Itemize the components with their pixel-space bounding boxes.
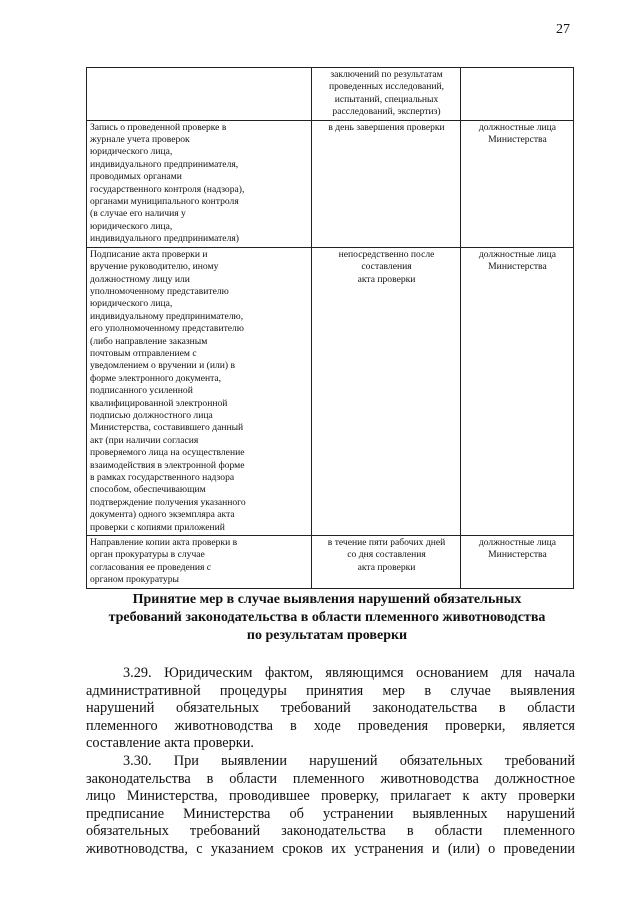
body-text	[86, 665, 575, 859]
deadline-text: непосредственно после составления акта проверки	[338, 248, 435, 285]
table-cell-action	[87, 247, 312, 535]
table-cell-responsible	[460, 68, 573, 121]
deadline-text: заключений по результатам проведенных исследований, испытаний, специальных расследований, экспертиз)	[328, 69, 445, 118]
table-cell-deadline	[312, 247, 461, 535]
section-title-line: по результатам проверки	[246, 628, 408, 643]
table-row	[87, 536, 574, 589]
section-title-line: требований законодательства в области племенного животноводства	[108, 610, 546, 625]
paragraph-line: племенного животноводства в ходе проведения проверки, является	[86, 717, 575, 734]
responsible-text: должностные лица Министерства	[478, 248, 557, 273]
table-cell-action	[87, 120, 312, 247]
action-text: Запись о проведенной проверке в журнале учета проверок юридического лица, индивидуального предпринимателя, проводимых органами государственного контроля (надзора), органами муниципального контроля (в случае его наличия у юридического лица, индивидуального предпринимателя)	[90, 121, 245, 245]
paragraph-line: составление акта проверки.	[86, 735, 254, 752]
table-cell-action	[87, 68, 312, 121]
procedure-table	[86, 67, 574, 589]
deadline-text: в течение пяти рабочих дней со дня составления акта проверки	[327, 537, 446, 573]
responsible-text: должностные лица Министерства	[478, 537, 557, 561]
page-number: 27	[556, 22, 570, 37]
section-title-line: Принятие мер в случае выявления нарушений обязательных	[132, 592, 522, 607]
section-title	[96, 591, 558, 645]
table-cell-deadline	[312, 120, 461, 247]
paragraph-3-29	[86, 665, 575, 753]
paragraph-line: животноводства, с указанием сроков их устранения и (или) о проведении	[86, 840, 575, 857]
paragraph-line: лицо Министерства, проводившее проверку, прилагает к акту проверки	[86, 788, 575, 805]
paragraph-line: предписание Министерства об устранении выявленных нарушений	[86, 805, 575, 822]
paragraph-line: 3.30. При выявлении нарушений обязательных требований	[123, 752, 575, 769]
paragraph-3-30	[86, 753, 575, 859]
responsible-text: должностные лица Министерства	[478, 121, 557, 146]
deadline-text: в день завершения проверки	[328, 121, 445, 133]
paragraph-line: административной процедуры принятия мер в случае выявления	[86, 682, 575, 699]
table-row	[87, 247, 574, 535]
table-row	[87, 120, 574, 247]
paragraph-line: 3.29. Юридическим фактом, являющимся основанием для начала	[123, 665, 575, 681]
action-text: Подписание акта проверки и вручение руководителю, иному должностному лицу или уполномоченному представителю юридического лица, индивидуальному предпринимателю, его уполномоченному представителю (либо направление заказным почтовым отправлением с уведомлением о вручении и (или) в форме электронного документа, подписанного усиленной квалифицированной электронной подписью должностного лица Министерства, составившего данный акт (при наличии согласия проверяемого лица на осуществление взаимодействия в электронной форме в рамках государственного надзора способом, обеспечивающим подтверждение получения указанного документа) одного экземпляра акта проверки с копиями приложений	[90, 248, 246, 533]
table-cell-action	[87, 536, 312, 589]
table-cell-responsible	[460, 536, 573, 589]
action-text: Направление копии акта проверки в орган прокуратуры в случае согласования ее проведения с органом прокуратуры	[90, 537, 238, 586]
table-cell-responsible	[460, 247, 573, 535]
table-cell-deadline	[312, 68, 461, 121]
table-row	[87, 68, 574, 121]
table-cell-responsible	[460, 120, 573, 247]
paragraph-line: законодательства в области племенного животноводства должностное	[86, 770, 575, 787]
paragraph-line: обязательных требований законодательства в области племенного	[86, 823, 575, 840]
paragraph-line: нарушений обязательных требований законодательства в области	[86, 700, 575, 717]
table-cell-deadline	[312, 536, 461, 589]
